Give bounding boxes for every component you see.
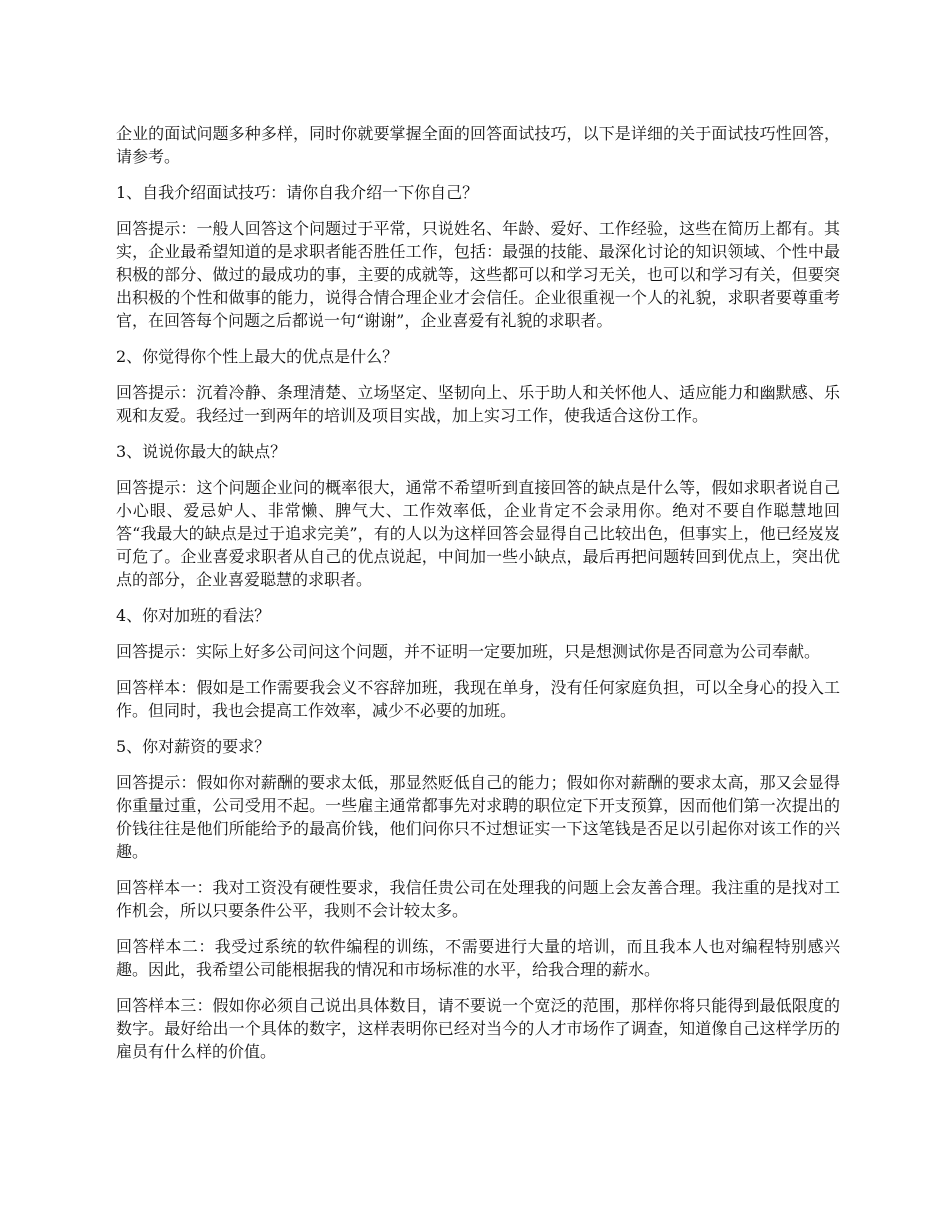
section-1-heading: 1、自我介绍面试技巧：请你自我介绍一下你自己？ <box>116 183 479 202</box>
section-5-paragraph-1: 回答提示：假如你对薪酬的要求太低，那显然贬低自己的能力；假如你对薪酬的要求太高，那又会显得你重量过重，公司受用不起。一些雇主通常都事先对求聘的职位定下开支预算，因而他们第一次提出的价钱往往是他们所能给予的最高价钱，他们问你只不过想证实一下这笔钱是否足以引起你对该工作的兴趣。 <box>116 773 840 861</box>
section-5-paragraph-3: 回答样本二：我受过系统的软件编程的训练，不需要进行大量的培训，而且我本人也对编程特别感兴趣。因此，我希望公司能根据我的情况和市场标准的水平，给我合理的薪水。 <box>116 937 840 979</box>
section-5-paragraph-2: 回答样本一：我对工资没有硬性要求，我信任贵公司在处理我的问题上会友善合理。我注重的是找对工作机会，所以只要条件公平，我则不会计较太多。 <box>116 878 840 920</box>
section-4-heading: 4、你对加班的看法？ <box>116 606 271 625</box>
section-1-paragraph-1: 回答提示：一般人回答这个问题过于平常，只说姓名、年龄、爱好、工作经验，这些在简历上都有。其实，企业最希望知道的是求职者能否胜任工作，包括：最强的技能、最深化讨论的知识领域、个性中最积极的部分、做过的最成功的事，主要的成就等，这些都可以和学习无关，也可以和学习有关，但要突出积极的个性和做事的能力，说得合情合理企业才会信任。企业很重视一个人的礼貌，求职者要尊重考官，在回答每个问题之后都说一句“谢谢”，企业喜爱有礼貌的求职者。 <box>116 219 840 330</box>
section-5-paragraph-4: 回答样本三：假如你必须自己说出具体数目，请不要说一个宽泛的范围，那样你将只能得到最低限度的数字。最好给出一个具体的数字，这样表明你已经对当今的人才市场作了调查，知道像自己这样学历的雇员有什么样的价值。 <box>116 996 840 1061</box>
section-3-paragraph-1: 回答提示：这个问题企业问的概率很大，通常不希望听到直接回答的缺点是什么等，假如求职者说自己小心眼、爱忌妒人、非常懒、脾气大、工作效率低，企业肯定不会录用你。绝对不要自作聪慧地回答“我最大的缺点是过于追求完美”，有的人以为这样回答会显得自己比较出色，但事实上，他已经岌岌可危了。企业喜爱求职者从自己的优点说起，中间加一些小缺点，最后再把问题转回到优点上，突出优点的部分，企业喜爱聪慧的求职者。 <box>116 478 840 589</box>
section-5-heading: 5、你对薪资的要求？ <box>116 737 271 756</box>
document-body <box>116 122 840 1076</box>
section-2-heading: 2、你觉得你个性上最大的优点是什么？ <box>116 347 399 366</box>
section-4-paragraph-1: 回答提示：实际上好多公司问这个问题，并不证明一定要加班，只是想测试你是否同意为公司奉献。 <box>116 642 821 661</box>
section-2-paragraph-1: 回答提示：沉着冷静、条理清楚、立场坚定、坚韧向上、乐于助人和关怀他人、适应能力和幽默感、乐观和友爱。我经过一到两年的培训及项目实战，加上实习工作，使我适合这份工作。 <box>116 383 840 425</box>
section-4-paragraph-2: 回答样本：假如是工作需要我会义不容辞加班，我现在单身，没有任何家庭负担，可以全身心的投入工作。但同时，我也会提高工作效率，减少不必要的加班。 <box>116 678 840 720</box>
intro-paragraph: 企业的面试问题多种多样，同时你就要掌握全面的回答面试技巧，以下是详细的关于面试技巧性回答，请参考。 <box>116 124 840 166</box>
section-3-heading: 3、说说你最大的缺点？ <box>116 442 287 461</box>
